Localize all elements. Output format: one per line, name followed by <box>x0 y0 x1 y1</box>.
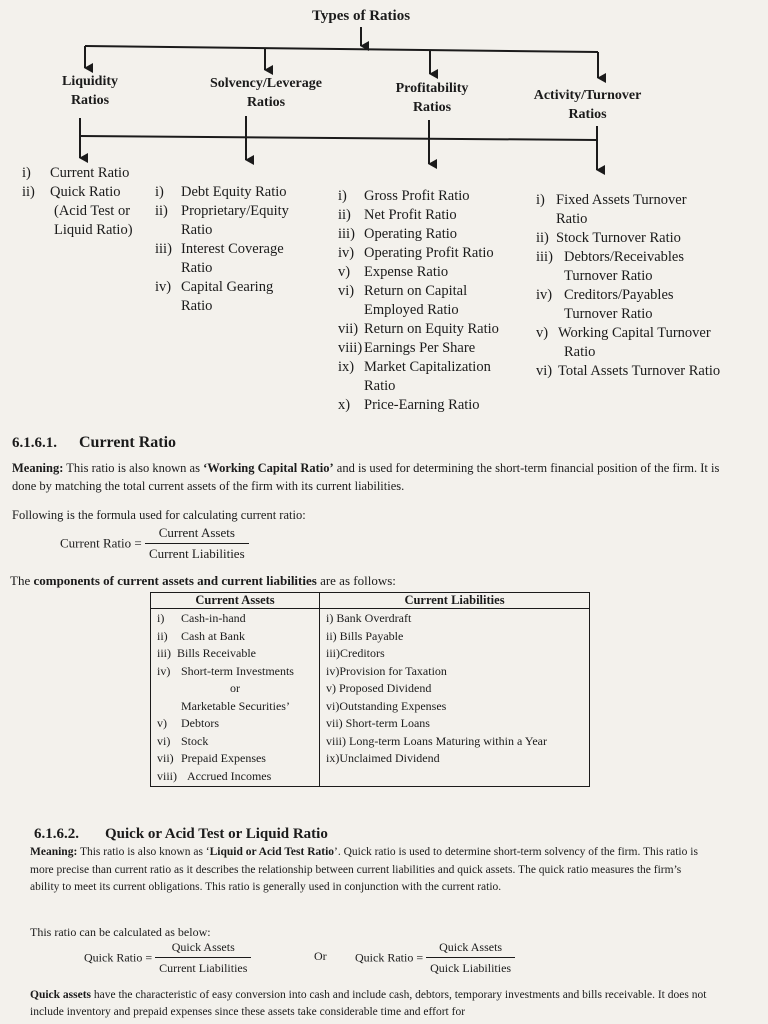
list-item: i) Gross Profit Ratio <box>338 188 470 204</box>
formula-denominator: Current Liabilities <box>159 961 248 975</box>
quick-assets-bold: Quick assets <box>30 989 92 1001</box>
formula-fraction <box>145 524 249 563</box>
list-item: i) Current Ratio <box>22 165 130 181</box>
list-item: vii) Return on Equity Ratio <box>338 321 499 337</box>
liability-item: iv)Provision for Taxation <box>326 663 447 678</box>
asset-item: ii) Cash at Bank <box>157 628 245 643</box>
asset-item: i) Cash-in-hand <box>157 611 246 625</box>
meaning-text-bold: ‘Working Capital Ratio’ <box>203 461 334 475</box>
category-solvency-line1: Solvency/Leverage <box>210 76 322 91</box>
formula-numerator: Current Assets <box>145 524 249 544</box>
list-item: iv) Operating Profit Ratio <box>338 245 494 261</box>
section-title: Quick or Acid Test or Liquid Ratio <box>105 826 328 842</box>
category-solvency <box>186 74 346 112</box>
list-item: ii) Stock Turnover Ratio <box>536 230 681 246</box>
components-table <box>150 592 590 787</box>
profitability-ratio-list <box>338 187 528 415</box>
meaning-label: Meaning: <box>30 846 78 858</box>
current-liabilities-cell <box>320 609 590 787</box>
list-item: Turnover Ratio <box>564 306 653 322</box>
list-item: vi) Total Assets Turnover Ratio <box>536 363 721 379</box>
formula-fraction <box>155 938 251 977</box>
category-profitability-line2: Ratios <box>412 100 452 115</box>
list-item: ii) Net Profit Ratio <box>338 207 457 223</box>
category-activity-line1: Activity/Turnover <box>533 88 642 103</box>
liability-item: i) Bank Overdraft <box>326 611 412 625</box>
list-item: Liquid Ratio) <box>54 222 133 238</box>
list-item: v) Working Capital Turnover <box>536 325 711 341</box>
current-ratio-meaning <box>12 459 730 495</box>
asset-item: iii) Bills Receivable <box>157 646 256 660</box>
asset-item: vii) Prepaid Expenses <box>157 751 266 765</box>
meaning-text-pre: This ratio is also known as <box>66 461 200 475</box>
category-profitability <box>372 79 492 117</box>
section-number: 6.1.6.2. <box>34 826 79 842</box>
formula-lhs: Quick Ratio = <box>84 950 153 965</box>
liability-item: viii) Long-term Loans Maturing within a Year <box>326 733 547 748</box>
category-solvency-line2: Ratios <box>246 95 286 110</box>
liability-item: ix)Unclaimed Dividend <box>326 751 440 765</box>
liquidity-ratio-list <box>22 164 152 240</box>
asset-item: or <box>230 681 240 695</box>
asset-item: vi) Stock <box>157 733 209 748</box>
formula-or: Or <box>314 949 327 963</box>
list-item: vi) Return on Capital <box>338 283 468 299</box>
liability-item: iii)Creditors <box>326 646 385 660</box>
asset-item: Marketable Securities’ <box>181 698 290 713</box>
meaning-text-post: and is used for determining the short-term financial position of the firm. It is done by matching the total current assets of the firm with its current liabilities. <box>12 461 720 493</box>
list-item: Ratio <box>364 378 396 394</box>
meaning-text-bold: Liquid or Acid Test Ratio <box>209 846 335 858</box>
quick-ratio-formula-2 <box>355 938 515 977</box>
table-row <box>151 609 590 787</box>
list-item: iii) Operating Ratio <box>338 226 458 242</box>
components-intro <box>10 572 710 590</box>
formula-fraction <box>426 938 515 977</box>
list-item: viii) Earnings Per Share <box>338 340 476 356</box>
components-post: are as follows: <box>320 573 396 588</box>
list-item: Employed Ratio <box>364 302 459 318</box>
asset-item: iv) Short-term Investments <box>157 663 294 678</box>
column-header-current-liabilities: Current Liabilities <box>320 593 590 609</box>
liability-item: vi)Outstanding Expenses <box>326 698 447 713</box>
components-bold: components of current assets and current liabilities <box>33 573 317 588</box>
list-item: Ratio <box>556 211 588 227</box>
list-item: Ratio <box>181 260 213 276</box>
formula-lhs: Current Ratio = <box>60 535 142 551</box>
list-item: iv) Capital Gearing <box>155 279 274 295</box>
list-item: Ratio <box>564 344 596 360</box>
meaning-text-post: ’. Quick ratio is used to determine short-term solvency of the firm. This ratio is more precise than current ratio as it describes the relationship between current liabilities and quick assets. The quick ratio measures the firm’s ability to meet its current obligations. This ratio is generally used in conjunction with the current ratio. <box>30 846 698 893</box>
quick-ratio-meaning <box>30 844 710 897</box>
category-liquidity-line2: Ratios <box>70 93 110 108</box>
diagram-title: Types of Ratios <box>311 8 411 24</box>
formula-lhs: Quick Ratio = <box>355 950 424 965</box>
table-header-row <box>151 593 590 609</box>
current-ratio-formula <box>60 524 249 563</box>
current-assets-cell <box>151 609 320 787</box>
current-ratio-formula-intro: Following is the formula used for calculating current ratio: <box>12 508 306 522</box>
list-item: iv) Creditors/Payables <box>536 287 674 303</box>
asset-item: v) Debtors <box>157 716 219 730</box>
category-liquidity <box>40 72 140 110</box>
list-item: i) Fixed Assets Turnover <box>536 192 687 208</box>
formula-denominator: Quick Liabilities <box>430 961 512 975</box>
formula-numerator: Quick Assets <box>155 938 251 958</box>
quick-assets-paragraph <box>30 987 730 1021</box>
list-item: ii) Proprietary/Equity <box>155 203 289 219</box>
list-item: v) Expense Ratio <box>338 264 449 280</box>
formula-numerator: Quick Assets <box>426 938 515 958</box>
quick-ratio-formula-1 <box>84 938 251 977</box>
category-activity <box>515 86 660 124</box>
solvency-ratio-list <box>155 183 330 316</box>
list-item: Turnover Ratio <box>564 268 653 284</box>
meaning-label: Meaning: <box>12 461 64 475</box>
column-header-current-assets: Current Assets <box>151 593 320 609</box>
section-title: Current Ratio <box>79 434 177 451</box>
asset-item: viii) Accrued Incomes <box>157 768 272 783</box>
list-item: Ratio <box>181 222 213 238</box>
section-number: 6.1.6.1. <box>12 435 57 451</box>
liability-item: vii) Short-term Loans <box>326 716 430 730</box>
liability-item: ii) Bills Payable <box>326 628 404 643</box>
quick-assets-text: have the characteristic of easy conversion into cash and include cash, debtors, temporary investments and bills receivable. It does not include inventory and prepaid expenses since these assets take considerable time and effort for <box>30 989 707 1018</box>
list-item: ii) Quick Ratio <box>22 184 121 200</box>
section-quick-ratio-heading <box>34 825 734 843</box>
activity-ratio-list <box>536 191 758 381</box>
category-liquidity-line1: Liquidity <box>61 74 119 89</box>
liability-item: v) Proposed Dividend <box>326 681 432 695</box>
list-item: x) Price-Earning Ratio <box>338 397 480 413</box>
quick-ratio-formula-intro: This ratio can be calculated as below: <box>30 925 211 939</box>
list-item: ix) Market Capitalization <box>338 359 491 375</box>
section-current-ratio-heading <box>12 434 752 452</box>
list-item: i) Debt Equity Ratio <box>155 184 287 200</box>
meaning-text-pre: This ratio is also known as ‘ <box>79 846 210 858</box>
category-activity-line2: Ratios <box>568 107 607 122</box>
list-item: Ratio <box>181 298 213 314</box>
list-item: (Acid Test or <box>54 203 131 219</box>
category-profitability-line1: Profitability <box>395 81 469 96</box>
list-item: iii) Debtors/Receivables <box>536 249 684 265</box>
formula-denominator: Current Liabilities <box>148 546 245 561</box>
list-item: iii) Interest Coverage <box>155 241 284 257</box>
components-pre: The <box>10 573 31 588</box>
